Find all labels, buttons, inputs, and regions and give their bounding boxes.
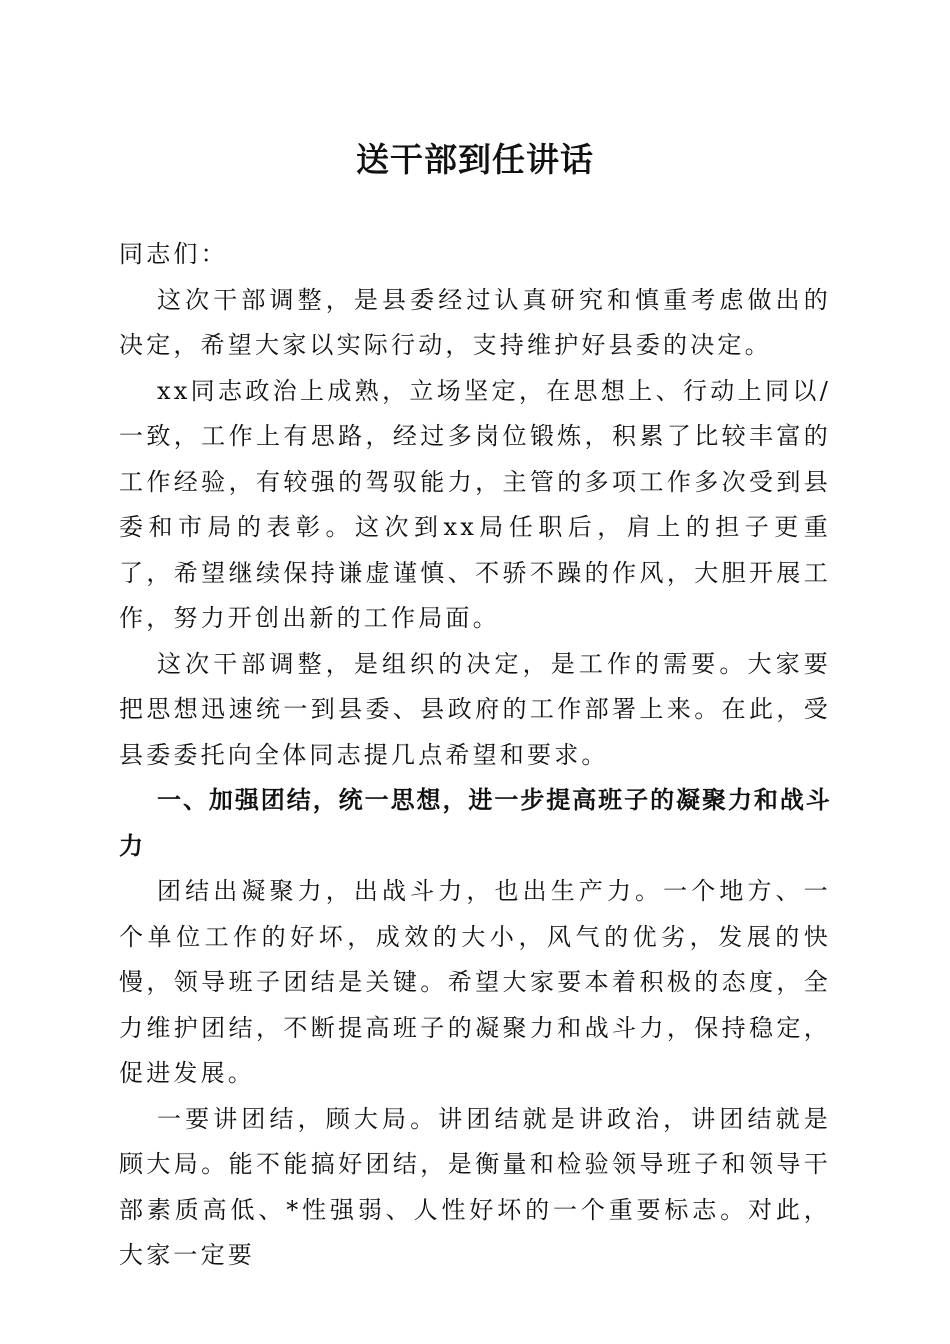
paragraph-comrade-evaluation: xx同志政治上成熟，立场坚定，在思想上、行动上同以/一致，工作上有思路，经过多岗位锻炼，积累了比较丰富的工作经验，有较强的驾驭能力，主管的多项工作多次受到县委和市局的表彰。这次到xx局任职后，肩上的担子更重了，希望继续保持谦虚谨慎、不骄不躁的作风，大胆开展工作，努力开创出新的工作局面。 bbox=[119, 376, 831, 632]
paragraph-requirements-intro: 这次干部调整，是组织的决定，是工作的需要。大家要把思想迅速统一到县委、县政府的工作部署上来。在此，受县委委托向全体同志提几点希望和要求。 bbox=[119, 649, 831, 769]
paragraph-unity-point-1: 一要讲团结，顾大局。讲团结就是讲政治，讲团结就是顾大局。能不能搞好团结，是衡量和检验领导班子和领导干部素质高低、*性强弱、人性好坏的一个重要标志。对此，大家一定要 bbox=[119, 1104, 831, 1269]
section-heading-1: 一、加强团结，统一思想，进一步提高班子的凝聚力和战斗力 bbox=[119, 786, 831, 860]
document-body bbox=[119, 232, 831, 1279]
paragraph-decision: 这次干部调整，是县委经过认真研究和慎重考虑做出的决定，希望大家以实际行动，支持维护好县委的决定。 bbox=[119, 285, 831, 359]
paragraph-unity: 团结出凝聚力，出战斗力，也出生产力。一个地方、一个单位工作的好坏，成效的大小，风气的优劣，发展的快慢，领导班子团结是关键。希望大家要本着积极的态度，全力维护团结，不断提高班子的凝聚力和战斗力，保持稳定，促进发展。 bbox=[119, 877, 831, 1087]
document-title: 送干部到任讲话 bbox=[356, 140, 594, 179]
salutation: 同志们： bbox=[119, 240, 228, 268]
